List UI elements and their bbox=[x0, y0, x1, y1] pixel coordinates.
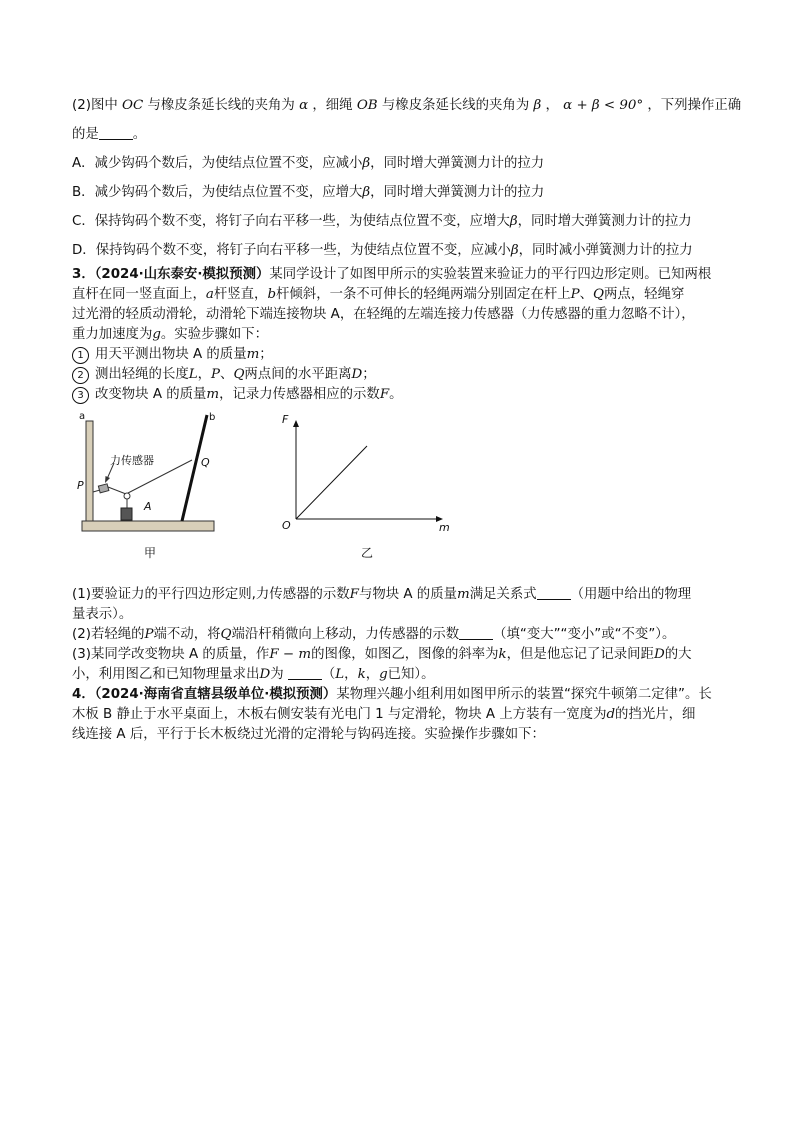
angle-condition: α + β < 90° bbox=[563, 98, 644, 113]
q2-option-d: D．保持钩码个数不变，将钉子向右平移一些，为使结点位置不变，应减小β，同时减小弹簧测力计的拉力 bbox=[72, 243, 693, 258]
answer-blank[interactable] bbox=[288, 665, 322, 680]
label-b: b bbox=[209, 412, 216, 423]
q3-sub2: (2)若轻绳的P端不动，将Q端沿杆稍微向上移动，力传感器的示数 （填“变大”“变小”或“不变”）。 bbox=[72, 627, 676, 642]
rope-sensor-pulley bbox=[108, 487, 126, 494]
label-p: P bbox=[77, 479, 84, 492]
figure-graph bbox=[272, 411, 462, 579]
q2-stem-line1: (2)图中 OC 与橡皮条延长线的夹角为 α ，细绳 OB 与橡皮条延长线的夹角为 β ， α + β < 90° ，下列操作正确 bbox=[72, 98, 742, 113]
q2-stem-line2: 的是 。 bbox=[72, 127, 147, 142]
q2-option-a: A．减少钩码个数后，为使结点位置不变，应减小β，同时增大弹簧测力计的拉力 bbox=[72, 156, 545, 171]
block-a bbox=[121, 508, 132, 520]
label-q: Q bbox=[201, 456, 210, 469]
q2-option-b: B．减少钩码个数后，为使结点位置不变，应增大β，同时增大弹簧测力计的拉力 bbox=[72, 185, 545, 200]
answer-blank[interactable] bbox=[459, 625, 493, 640]
q3-sub1: (1)要验证力的平行四边形定则,力传感器的示数F与物块 A 的质量m满足关系式 （用题中给出的物理 量表示）。 bbox=[72, 587, 692, 622]
q3-source: （2024·山东泰安·模拟预测） bbox=[94, 267, 270, 282]
figure-apparatus bbox=[76, 411, 226, 579]
circled-number-2: 2 bbox=[72, 367, 89, 384]
circled-number-1: 1 bbox=[72, 347, 89, 364]
q2-option-c: C．保持钩码个数不变，将钉子向右平移一些，为使结点位置不变，应增大β，同时增大弹簧测力计的拉力 bbox=[72, 214, 692, 229]
step-3: 3 改变物块 A 的质量m，记录力传感器相应的示数F。 bbox=[72, 385, 732, 405]
q4-source: （2024·海南省直辖县级单位·模拟预测） bbox=[94, 687, 337, 702]
step-2: 2 测出轻绳的长度L，P、Q两点间的水平距离D； bbox=[72, 365, 732, 385]
rope-left bbox=[93, 490, 100, 492]
q3-sub3: (3)某同学改变物块 A 的质量，作F − m的图像，如图乙，图像的斜率为k，但是他忘记了记录间距D的大 小，利用图乙和已知物理量求出D为 （L，k，g已知）。 bbox=[72, 647, 692, 682]
q3-steps bbox=[72, 345, 732, 405]
q4-stem: 4．（2024·海南省直辖县级单位·模拟预测）某物理兴趣小组利用如图甲所示的装置“探究牛顿第二定律”。长 木板 B 静止于水平桌面上，木板右侧安装有光电门 1 与定滑轮，物块 A 上方装有一宽度为d的挡光片，细 线连接 A 后，平行于长木板绕过光滑的定滑轮与钩码连接。实验操作步骤如下： bbox=[72, 687, 712, 742]
base-board bbox=[82, 521, 214, 531]
pulley bbox=[124, 493, 130, 499]
caption-jia: 甲 bbox=[144, 546, 157, 560]
label-arrow-head bbox=[105, 476, 110, 483]
q3-figures bbox=[72, 411, 732, 581]
circled-number-3: 3 bbox=[72, 387, 89, 404]
label-m-axis: m bbox=[439, 521, 450, 534]
graph-line bbox=[296, 446, 367, 519]
label-sensor: 力传感器 bbox=[110, 454, 154, 467]
answer-blank[interactable] bbox=[537, 585, 571, 600]
q4-number: 4． bbox=[72, 687, 95, 702]
page-content bbox=[72, 96, 742, 745]
q3-number: 3． bbox=[72, 267, 95, 282]
step-1: 1 用天平测出物块 A 的质量m； bbox=[72, 345, 732, 365]
answer-blank[interactable] bbox=[99, 125, 133, 140]
pole-a bbox=[86, 421, 93, 521]
label-a: a bbox=[79, 411, 86, 422]
caption-yi: 乙 bbox=[361, 546, 374, 560]
q3-stem: 3．（2024·山东泰安·模拟预测）某同学设计了如图甲所示的实验装置来验证力的平行四边形定则。已知两根 直杆在同一竖直面上，a杆竖直，b杆倾斜，一条不可伸长的轻绳两端分别固定在杆上P、Q两点，轻绳穿 过光滑的轻质动滑轮，动滑轮下端连接物块 A，在轻绳的左端连接力传感器（力传感器的重力忽略不计）， 重力加速度为g。实验步骤如下： bbox=[72, 267, 712, 342]
force-sensor-box bbox=[98, 484, 109, 493]
label-block-a: A bbox=[144, 500, 152, 513]
label-f-axis: F bbox=[282, 413, 289, 426]
label-origin: O bbox=[282, 519, 291, 532]
